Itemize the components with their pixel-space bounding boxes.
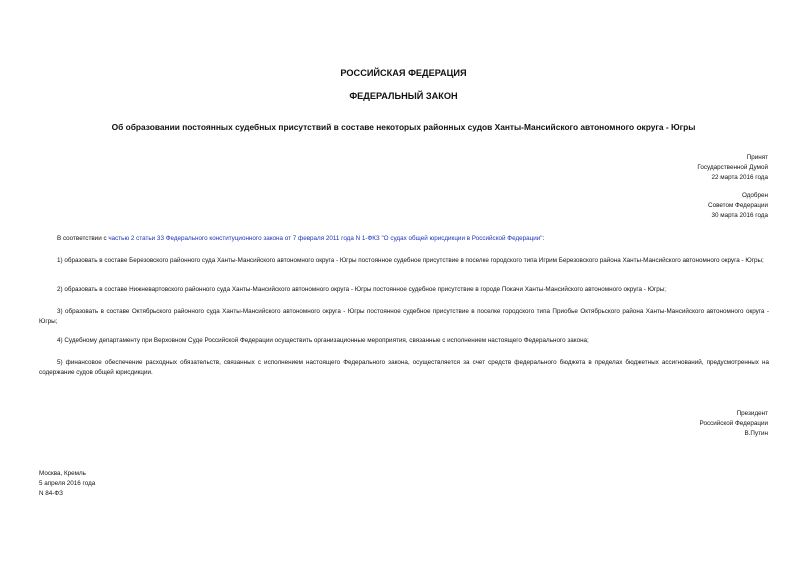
item-paragraph-2: 2) образовать в составе Нижневартовского районного суда Ханты-Мансийского автономного округа - Югры постоянное судебное присутствие в городе Покачи Ханты-Мансийского автономного округа - Югры; [57, 286, 667, 293]
accepted-date: 22 марта 2016 года [711, 174, 768, 181]
item-paragraph-4: 4) Судебному департаменту при Верховном Суде Российской Федерации осуществить организационные мероприятия, связанные с исполнением настоящего Федерального закона; [57, 337, 589, 344]
approved-block [708, 191, 768, 221]
approved-by: Советом Федерации [708, 202, 768, 209]
item-paragraph-1: 1) образовать в составе Березовского районного суда Ханты-Мансийского автономного округа - Югры постоянное судебное присутствие в поселке городского типа Игрим Березовского района Ханты-Мансийского автономного округа - Югры; [57, 257, 764, 264]
signer-title: Президент [736, 410, 768, 417]
accepted-block [697, 153, 768, 183]
item-paragraph-3: 3) образовать в составе Октябрьского районного суда Ханты-Мансийского автономного округа - Югры постоянное судебное присутствие в поселке городского типа Приобье Октябрьского района Ханты-Мансийского автономного округа - Югры; [39, 308, 769, 325]
country-heading: РОССИЙСКАЯ ФЕДЕРАЦИЯ [340, 68, 467, 78]
intro-text-before: В соответствии с [57, 235, 109, 242]
approved-label: Одобрен [741, 192, 768, 199]
signing-date: 5 апреля 2016 года [39, 479, 96, 487]
signature-block [700, 409, 768, 439]
intro-paragraph [39, 234, 769, 244]
accepted-by: Государственной Думой [697, 164, 768, 171]
footer-block [39, 469, 95, 498]
item-paragraph-5: 5) финансовое обеспечение расходных обязательств, связанных с исполнением настоящего Федерального закона, осуществляется за счет средств федерального бюджета в пределах бюджетных ассигнований, предусмотренных на содержание судов общей юрисдикции. [39, 359, 769, 376]
law-title: Об образовании постоянных судебных присутствий в составе некоторых районных судов Ханты-Мансийского автономного округа - Югры [111, 122, 696, 132]
signing-place: Москва, Кремль [39, 470, 86, 477]
law-number: N 84-ФЗ [39, 489, 63, 497]
intro-text-after: : [542, 235, 545, 242]
law-type-heading: ФЕДЕРАЛЬНЫЙ ЗАКОН [349, 91, 458, 101]
accepted-label: Принят [746, 154, 768, 161]
law-reference-link[interactable]: частью 2 статьи 33 Федерального конституционного закона от 7 февраля 2011 года N 1-ФКЗ "О судах общей юрисдикции в Российской Федерации" [108, 235, 543, 242]
signer-name: В.Путин [744, 430, 768, 437]
approved-date: 30 марта 2016 года [711, 212, 768, 219]
signer-country: Российской Федерации [699, 420, 768, 427]
